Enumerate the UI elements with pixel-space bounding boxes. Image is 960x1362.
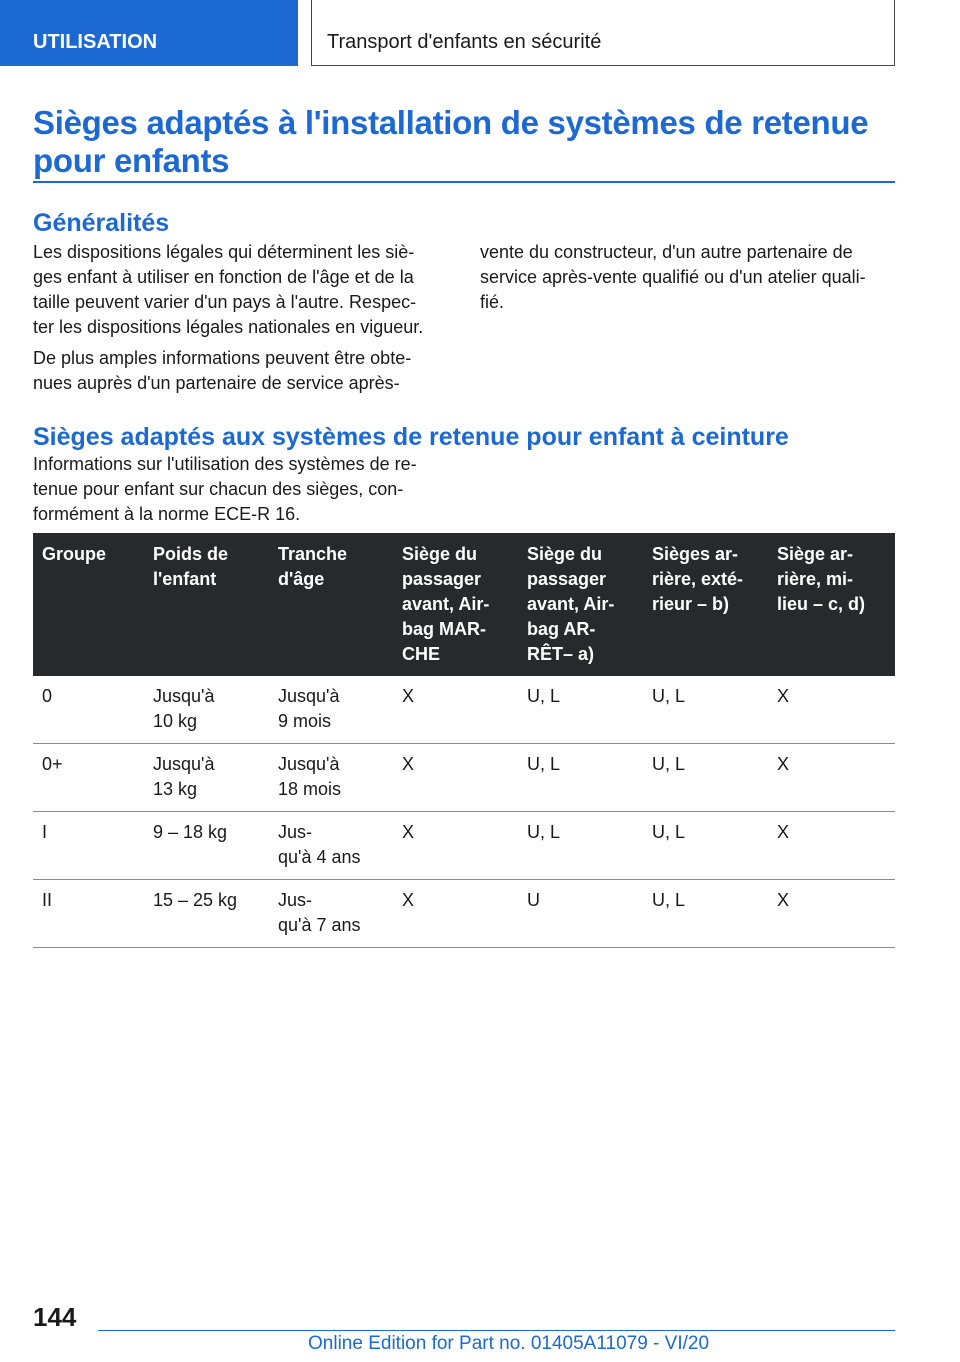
header-line: Groupe	[42, 544, 107, 564]
text-line: ges enfant à utiliser en fonction de l'âge et de la	[33, 267, 414, 287]
table-cell	[643, 744, 768, 812]
table-cell	[269, 676, 393, 744]
topic-tab: Transport d'enfants en sécurité	[311, 0, 895, 66]
table-cell	[768, 744, 895, 812]
header-line: Siège ar-	[777, 544, 854, 564]
table-cell	[518, 880, 643, 948]
heading-ceinture: Sièges adaptés aux systèmes de retenue pour enfant à ceinture	[33, 423, 789, 451]
footer-divider	[98, 1330, 895, 1331]
column-header	[144, 533, 269, 676]
cell-line: Jusqu'à	[153, 686, 215, 706]
child-seat-table	[33, 533, 895, 948]
text-line: formément à la norme ECE-R 16.	[33, 504, 301, 524]
cell-line: 10 kg	[153, 711, 198, 731]
cell-line: X	[777, 822, 790, 842]
header-line: Sièges ar-	[652, 544, 739, 564]
column-header	[643, 533, 768, 676]
page-title-line: pour enfants	[33, 142, 230, 179]
header-line: rière, mi-	[777, 569, 854, 589]
cell-line: Jus-	[278, 822, 313, 842]
cell-line: X	[402, 890, 415, 910]
cell-line: 18 mois	[278, 779, 342, 799]
table-cell	[269, 812, 393, 880]
cell-line: Jusqu'à	[278, 754, 340, 774]
cell-line: 9 mois	[278, 711, 332, 731]
table-row	[33, 676, 895, 744]
paragraph-generalites-1	[33, 240, 423, 340]
header-line: bag AR-	[527, 619, 596, 639]
cell-line: X	[402, 822, 415, 842]
table-header-row	[33, 533, 895, 676]
header-line: avant, Air-	[527, 594, 615, 614]
text-line: taille peuvent varier d'un pays à l'autre. Respec-	[33, 292, 417, 312]
cell-line: Jusqu'à	[278, 686, 340, 706]
header-line: rière, exté-	[652, 569, 744, 589]
table-row	[33, 744, 895, 812]
footer-edition: Online Edition for Part no. 01405A11079 - VI/20	[308, 1333, 710, 1354]
page-title-line: Sièges adaptés à l'installation de systèmes de retenue	[33, 104, 869, 141]
cell-line: Jus-	[278, 890, 313, 910]
table-cell	[269, 744, 393, 812]
cell-line: U, L	[527, 754, 561, 774]
table-cell	[269, 880, 393, 948]
header-line: avant, Air-	[402, 594, 490, 614]
table-cell	[144, 812, 269, 880]
column-header	[33, 533, 144, 676]
table-cell	[768, 676, 895, 744]
table-header	[33, 533, 895, 676]
header-line: l'enfant	[153, 569, 217, 589]
header-line: d'âge	[278, 569, 325, 589]
section-tab: UTILISATION	[0, 0, 298, 66]
table-cell	[768, 880, 895, 948]
text-line: tenue pour enfant sur chacun des sièges, con-	[33, 479, 404, 499]
cell-line: X	[402, 686, 415, 706]
header-line: passager	[527, 569, 607, 589]
cell-line: X	[402, 754, 415, 774]
header-line: bag MAR-	[402, 619, 486, 639]
text-line: De plus amples informations peuvent être obte-	[33, 348, 412, 368]
cell-line: U, L	[652, 686, 686, 706]
header-line: RÊT– a)	[527, 644, 595, 664]
header-line: passager	[402, 569, 482, 589]
page-title	[33, 104, 895, 180]
table-cell	[33, 676, 144, 744]
table-row	[33, 812, 895, 880]
cell-line: I	[42, 822, 48, 842]
column-header	[768, 533, 895, 676]
cell-line: 13 kg	[153, 779, 198, 799]
column-header	[269, 533, 393, 676]
cell-line: qu'à 4 ans	[278, 847, 361, 867]
table-cell	[33, 744, 144, 812]
table-cell	[768, 812, 895, 880]
cell-line: X	[777, 754, 790, 774]
table-cell	[144, 676, 269, 744]
header-line: lieu – c, d)	[777, 594, 866, 614]
table-body	[33, 676, 895, 948]
header-line: Siège du	[402, 544, 478, 564]
cell-line: 0	[42, 686, 53, 706]
table-cell	[144, 880, 269, 948]
cell-line: U, L	[527, 686, 561, 706]
table-cell	[393, 676, 518, 744]
cell-line: 0+	[42, 754, 63, 774]
title-divider	[33, 181, 895, 183]
cell-line: U, L	[652, 890, 686, 910]
header-line: Siège du	[527, 544, 603, 564]
table-cell	[393, 812, 518, 880]
table-cell	[518, 744, 643, 812]
cell-line: U	[527, 890, 540, 910]
table-cell	[643, 880, 768, 948]
table-cell	[393, 744, 518, 812]
table-cell	[518, 676, 643, 744]
heading-generalites: Généralités	[33, 209, 170, 237]
table-cell	[33, 880, 144, 948]
cell-line: U, L	[527, 822, 561, 842]
table-cell	[643, 676, 768, 744]
text-line: service après-vente qualifié ou d'un atelier quali-	[480, 267, 866, 287]
header-line: rieur – b)	[652, 594, 730, 614]
table-cell	[144, 744, 269, 812]
text-line: nues auprès d'un partenaire de service après-	[33, 373, 400, 393]
cell-line: 9 – 18 kg	[153, 822, 228, 842]
header-line: CHE	[402, 644, 441, 664]
paragraph-generalites-2	[33, 346, 411, 396]
cell-line: 15 – 25 kg	[153, 890, 238, 910]
cell-line: U, L	[652, 754, 686, 774]
table-cell	[643, 812, 768, 880]
cell-line: U, L	[652, 822, 686, 842]
column-header	[518, 533, 643, 676]
table-cell	[518, 812, 643, 880]
table-cell	[33, 812, 144, 880]
text-line: Les dispositions légales qui déterminent les siè-	[33, 242, 415, 262]
cell-line: Jusqu'à	[153, 754, 215, 774]
text-line: ter les dispositions légales nationales en vigueur.	[33, 317, 424, 337]
cell-line: qu'à 7 ans	[278, 915, 361, 935]
text-line: vente du constructeur, d'un autre partenaire de	[480, 242, 853, 262]
header-line: Poids de	[153, 544, 229, 564]
paragraph-ceinture-intro	[33, 452, 417, 527]
column-header	[393, 533, 518, 676]
paragraph-generalites-3	[480, 240, 866, 315]
table-row	[33, 880, 895, 948]
table-cell	[393, 880, 518, 948]
header-line: Tranche	[278, 544, 348, 564]
cell-line: X	[777, 890, 790, 910]
cell-line: X	[777, 686, 790, 706]
text-line: fié.	[480, 292, 505, 312]
text-line: Informations sur l'utilisation des systèmes de re-	[33, 454, 417, 474]
page-number: 144	[33, 1302, 77, 1332]
cell-line: II	[42, 890, 53, 910]
